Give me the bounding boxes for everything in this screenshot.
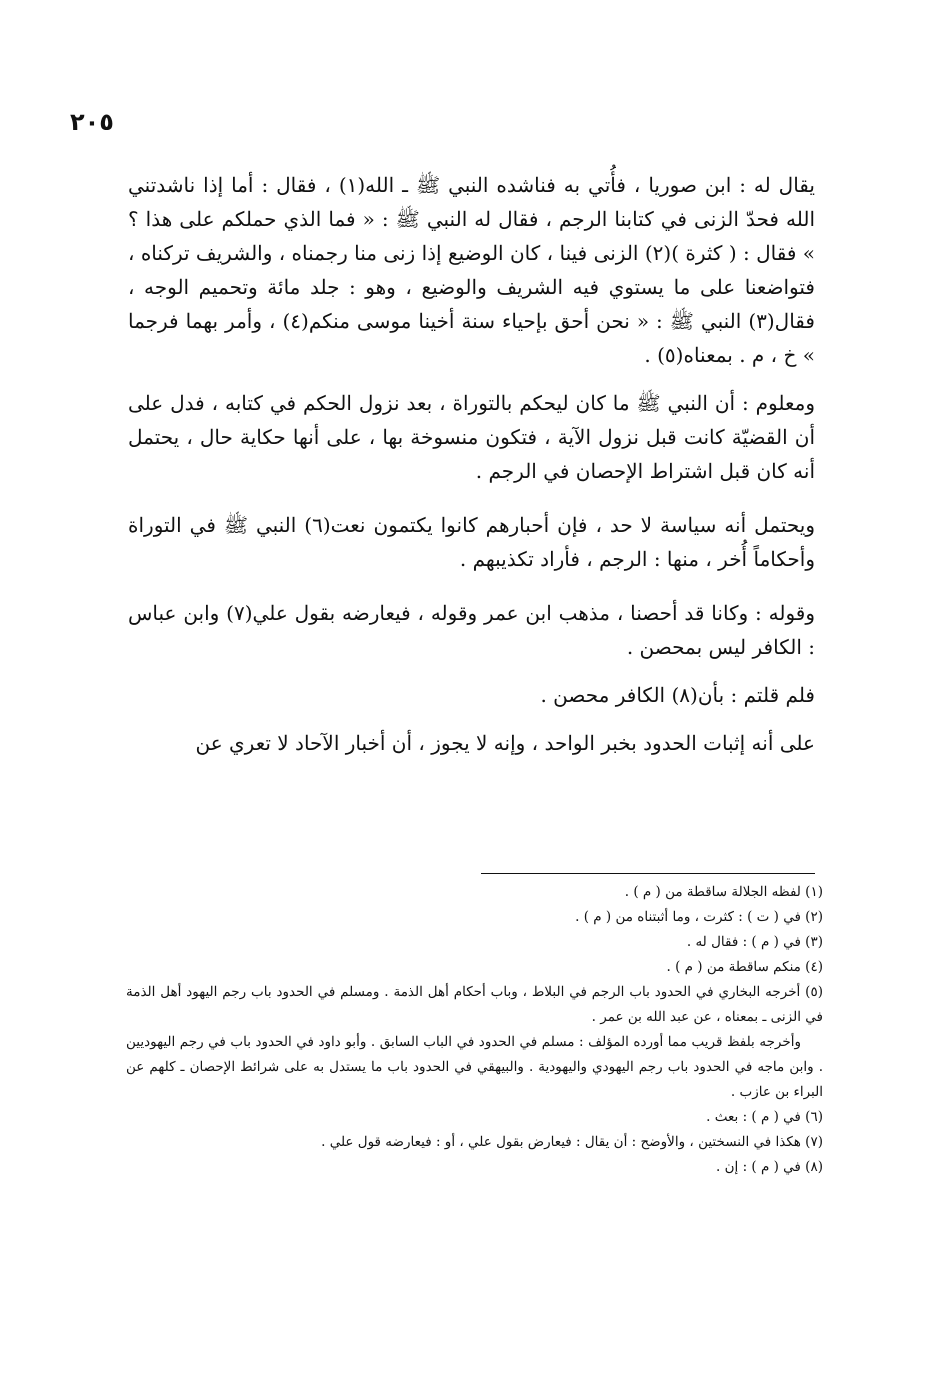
footnote: (١) لفظه الجلالة ساقطة من ( م ) .	[624, 884, 823, 900]
paragraph: ويحتمل أنه سياسة لا حد ، فإن أحبارهم كانوا يكتمون نعت(٦) النبي ﷺ في التوراة وأحكاماً أُخر ، منها : الرجم ، فأراد تكذيبهم .	[128, 513, 815, 571]
paragraph: يقال له : ابن صوريا ، فأُتي به فناشده النبي ﷺ ـ الله(١) ، فقال : أما إذا ناشدتني الله فحدّ الزنى في كتابنا الرجم ، فقال له النبي ﷺ : « فما الذي حملكم على هذا ؟ » فقال : ( كثرة )(٢) الزنى فينا ، كان الوضيع إذا زنى منا رجمناه ، والشريف تركناه ، فتواضعنا على ما يستوي فيه الشريف والوضيع ، وهو : جلد مائة وتحميم الوجه ، فقال(٣) النبي ﷺ : « نحن أحق بإحياء سنة أخينا موسى منكم(٤) ، وأمر بهما فرجما » خ ، م . بمعناه(٥) .	[128, 173, 815, 367]
footnote: (٢) في ( ت ) : كثرت ، وما أثبتناه من ( م ) .	[575, 909, 823, 925]
footnote: (٧) هكذا في النسختين ، والأوضح : أن يقال : فيعارض بقول علي ، أو : فيعارضه قول علي .	[321, 1134, 823, 1150]
page-number: ٢٠٥	[70, 108, 114, 136]
footnote: (٥) أخرجه البخاري في الحدود باب الرجم في البلاط ، وباب أحكام أهل الذمة . ومسلم في الحدود باب رجم اليهود أهل الذمة في الزنى ـ بمعناه ، عن عبد الله بن عمر .	[126, 984, 823, 1025]
footnote: (٨) في ( م ) : إن .	[716, 1159, 823, 1175]
footnote: (٣) في ( م ) : فقال له .	[686, 934, 823, 950]
paragraph: فلم قلتم : بأن(٨) الكافر محصن .	[540, 683, 815, 707]
footnote-continuation: وأخرجه بلفظ قريب مما أورده المؤلف : مسلم في الحدود في الباب السابق . وأبو داود في الحدود باب في رجم اليهوديين . وابن ماجه في الحدود باب رجم اليهودي واليهودية . والبيهقي في الحدود باب ما يستدل به على شرائط الإحصان ـ كلهم عن البراء بن عازب .	[126, 1034, 823, 1100]
main-text	[128, 168, 815, 780]
footnote-divider	[481, 873, 815, 874]
footnote: (٦) في ( م ) : بعث .	[706, 1109, 823, 1125]
footnotes	[126, 880, 823, 1180]
paragraph: ومعلوم : أن النبي ﷺ ما كان ليحكم بالتوراة ، بعد نزول الحكم في كتابه ، فدل على أن القضيّة كانت قبل نزول الآية ، فتكون منسوخة بها ، على أنها حكاية حال ، يحتمل أنه كان قبل اشتراط الإحصان في الرجم .	[128, 391, 815, 483]
paragraph: على أنه إثبات الحدود بخبر الواحد ، وإنه لا يجوز ، أن أخبار الآحاد لا تعري عن	[195, 731, 815, 755]
paragraph: وقوله : وكانا قد أحصنا ، مذهب ابن عمر وقوله ، فيعارضه بقول علي(٧) وابن عباس : الكافر ليس بمحصن .	[128, 601, 816, 659]
footnote: (٤) منكم ساقطة من ( م ) .	[666, 959, 823, 975]
